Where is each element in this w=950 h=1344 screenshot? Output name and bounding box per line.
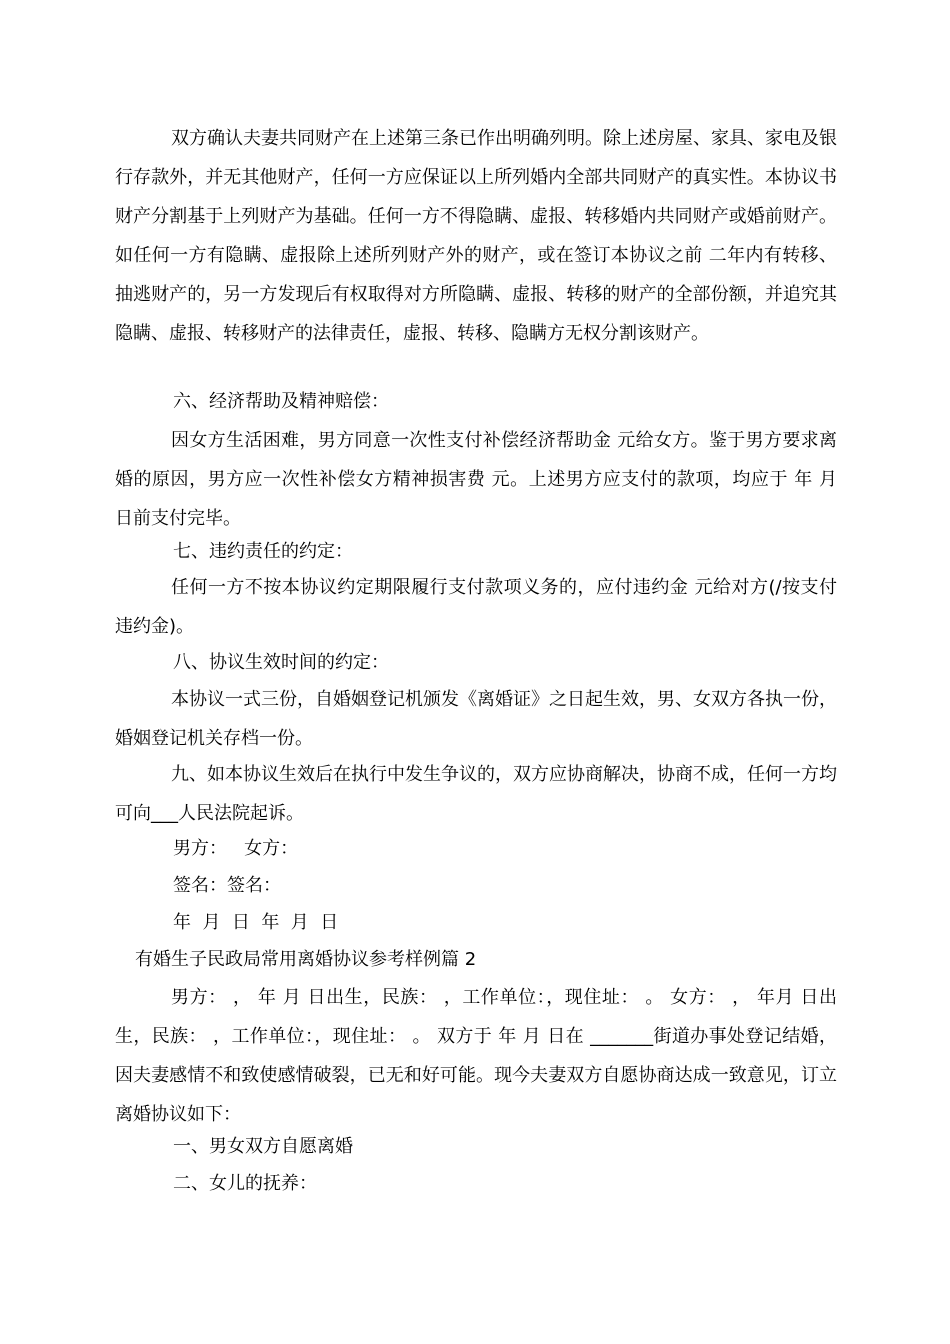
paragraph-economic-assistance: 因女方生活困难，男方同意一次性支付补偿经济帮助金 元给女方。鉴于男方要求离婚的原因，男方应一次性补偿女方精神损害费 元。上述男方应支付的款项，均应于 年 月 日前支付完毕。 [115,430,837,529]
heading-section-7: 七、违约责任的约定： [173,541,353,562]
paragraph-dispute-resolution: 九、如本协议生效后在执行中发生争议的，双方应协商解决，协商不成，任何一方均可向___人民法院起诉。 [115,764,837,824]
paragraph-property-confirmation: 双方确认夫妻共同财产在上述第三条已作出明确列明。除上述房屋、家具、家电及银行存款外，并无其他财产，任何一方应保证以上所列婚内全部共同财产的真实性。本协议书财产分割基于上列财产为基础。任何一方不得隐瞒、虚报、转移婚内共同财产或婚前财产。如任何一方有隐瞒、虚报除上述所列财产外的财产，或在签订本协议之前 二年内有转移、抽逃财产的，另一方发现后有权取得对方所隐瞒、虚报、转移的财产的全部份额，并追究其隐瞒、虚报、转移财产的法律责任，虚报、转移、隐瞒方无权分割该财产。 [115,128,837,344]
heading-section-8: 八、协议生效时间的约定： [173,652,389,673]
section-2-title: 有婚生子民政局常用离婚协议参考样例篇 2 [135,949,477,970]
heading-section-6: 六、经济帮助及精神赔偿： [173,391,389,412]
heading-daughter-custody: 二、女儿的抚养： [173,1173,317,1194]
signature-dates: 年 月 日 年 月 日 [173,912,339,933]
signature-names: 签名：签名： [173,875,281,896]
paragraph-parties-info: 男方： ， 年 月 日出生，民族： ，工作单位：，现住址： 。 女方： ， 年月 日出生，民族： ，工作单位：，现住址： 。 双方于 年 月 日在 _______街道办事处登记结婚，因夫妻感情不和致使感情破裂，已无和好可能。现今夫妻双方自愿协商达成一致意见，订立离婚协议如下： [115,987,837,1125]
heading-voluntary-divorce: 一、男女双方自愿离婚 [173,1136,353,1157]
paragraph-breach-liability: 任何一方不按本协议约定期限履行支付款项义务的，应付违约金 元给对方(/按支付违约金)。 [115,577,837,637]
paragraph-effective-time: 本协议一式三份，自婚姻登记机颁发《离婚证》之日起生效，男、女双方各执一份，婚姻登记机关存档一份。 [115,689,837,749]
signature-parties: 男方： 女方： [173,838,299,859]
